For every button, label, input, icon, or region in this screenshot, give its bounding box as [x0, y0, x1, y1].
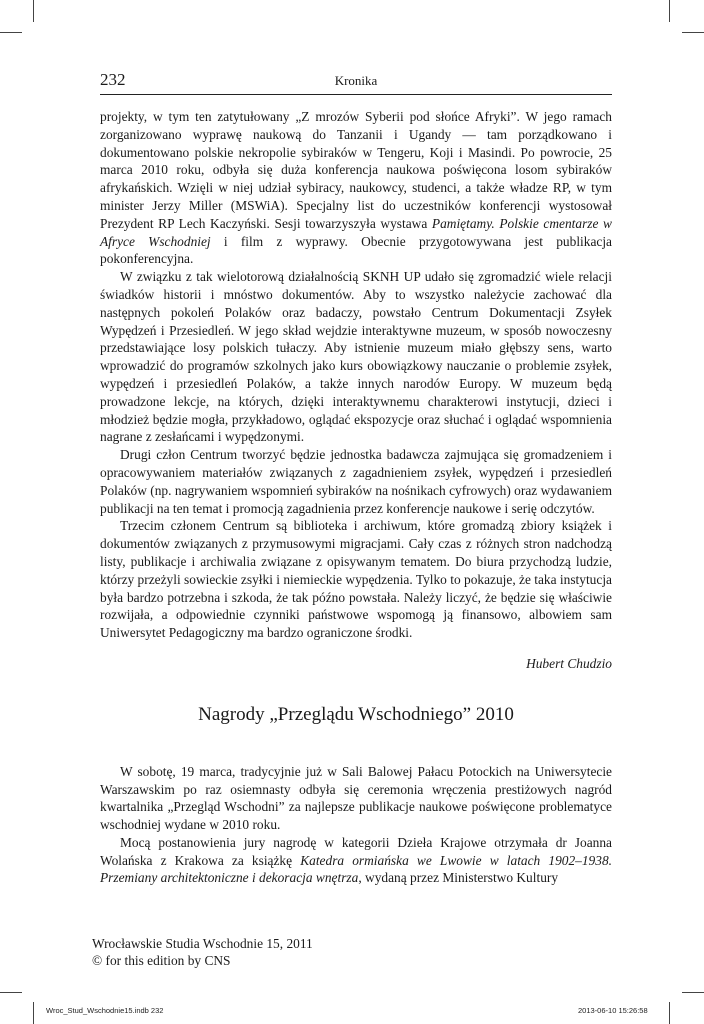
crop-mark-left-top [0, 32, 22, 33]
crop-mark-top-right [669, 0, 670, 22]
section-title: Nagrody „Przeglądu Wschodniego” 2010 [198, 703, 514, 725]
crop-mark-left-bottom [0, 992, 22, 993]
paragraph: Drugi człon Centrum tworzyć będzie jednostka badawcza zajmująca się gromadzeniem i opracowywaniem materiałów związanych z zagadnieniem zsyłek, wypędzeń i przesiedleń Polaków (np. nagrywaniem wspomnień sybiraków na nośnikach cyfrowych) oraz wydawaniem publikacji na ten temat i promocją zagadnienia przez konferencje naukowe i serię odczytów. [100, 447, 612, 516]
main-text [100, 108, 612, 887]
paragraph: W sobotę, 19 marca, tradycyjnie już w Sali Balowej Pałacu Potockich na Uniwersytecie Warszawskim po raz osiemnasty odbyła się ceremonia wręczenia prestiżowych nagród kwartalnika „Przegląd Wschodni” za najlepsze publikacje naukowe poświęcone problematyce wschodniej wydane w 2010 roku. [100, 763, 612, 833]
paragraph: Trzecim członem Centrum są biblioteka i archiwum, które gromadzą zbiory książek i dokumentów związanych z przymusowymi migracjami. Cały czas z różnych stron nadchodzą listy, publikacje i archiwalia związane z opisywanym tematem. Do biura przychodzą ludzie, którzy przeżyli sowieckie zsyłki i niemieckie wypędzenia. Tylko to pokazuje, że taka instytucja była bardzo potrzebna i szkoda, że tak późno powstała. Należy liczyć, że będzie się właściwie rozwijała, a odpowiednie czynniki państwowe wspomogą ją finansowo, albowiem sam Uniwersytet Pedagogiczny ma bardzo ograniczone środki. [100, 518, 612, 641]
crop-mark-bottom-right [669, 1002, 670, 1024]
crop-mark-bottom-left [33, 1002, 34, 1024]
book-title: Katedra ormiańska we Lwowie w latach 1902–1938. Przemiany architektoniczne i dekoracja wnętrza [100, 852, 612, 886]
running-header [100, 70, 612, 95]
paragraph: projekty, w tym ten zatytułowany „Z mrozów Syberii pod słońce Afryki”. W jego ramach zorganizowano wyprawę naukową do Tanzanii i Ugandy — tam porządkowano i dokumentowano polskie nekropolie sybiraków w Tengeru, Koji i Masindi. Po powrocie, 25 marca 2010 roku, odbyła się duża konferencja naukowa poświęcona losom sybiraków afrykańskich. Wzięli w niej udział sybiracy, naukowcy, studenci, a także władze RP, w tym minister Jerzy Miller (MSWiA). Specjalny list do uczestników konferencji wystosował Prezydent RP Lech Kaczyński. Sesji towarzyszyła wystawa Pamiętamy. Polskie cmentarze w Afryce Wschodniej i film z wyprawy. Obecnie przygotowywana jest publikacja pokonferencyjna. [100, 109, 613, 267]
page-number: 232 [100, 70, 126, 89]
author-signature: Hubert Chudzio [526, 655, 612, 671]
copyright-line: © for this edition by CNS [92, 953, 231, 968]
crop-mark-top-left [33, 0, 34, 22]
print-slug-file: Wroc_Stud_Wschodnie15.indb 232 [46, 1006, 164, 1015]
running-title: Kronika [334, 73, 378, 88]
journal-footer [92, 935, 313, 969]
crop-mark-right-bottom [682, 992, 704, 993]
crop-mark-right-top [682, 32, 704, 33]
exhibition-title: Pamiętamy. Polskie cmentarze w Afryce Wschodniej [100, 215, 612, 249]
journal-citation: Wrocławskie Studia Wschodnie 15, 2011 [92, 936, 313, 951]
paragraph: W związku z tak wielotorową działalnością SKNH UP udało się zgromadzić wiele relacji świadków historii i mnóstwo dokumentów. Aby to wszystko należycie zachować dla następnych pokoleń Polaków oraz badaczy, powstało Centrum Dokumentacji Zsyłek Wypędzeń i Przesiedleń. W jego skład wejdzie interaktywne muzeum, w sposób nowoczesny przedstawiające losy polskich tułaczy. Aby istnienie muzeum miało głębszy sens, warto wprowadzić do programów szkolnych jako kurs obowiązkowy nauczanie o problemie zsyłek, wypędzeń i przesiedleń Polaków, a także innych narodów Europy. W muzeum będą prowadzone lekcje, na których, dzięki interaktywnemu charakterowi instytucji, dzieci i młodzież będzie mogła, przykładowo, oglądać ekspozycje oraz słuchać i oglądać wspomnienia nagrane z zesłańcami i wypędzonymi. [100, 269, 612, 445]
print-slug-timestamp: 2013-06-10 15:26:58 [578, 1006, 648, 1015]
paragraph: Mocą postanowienia jury nagrodę w kategorii Dzieła Krajowe otrzymała dr Joanna Wolańska z Krakowa za książkę Katedra ormiańska we Lwowie w latach 1902–1938. Przemiany architektoniczne i dekoracja wnętrza, wydaną przez Ministerstwo Kultury [100, 834, 612, 886]
